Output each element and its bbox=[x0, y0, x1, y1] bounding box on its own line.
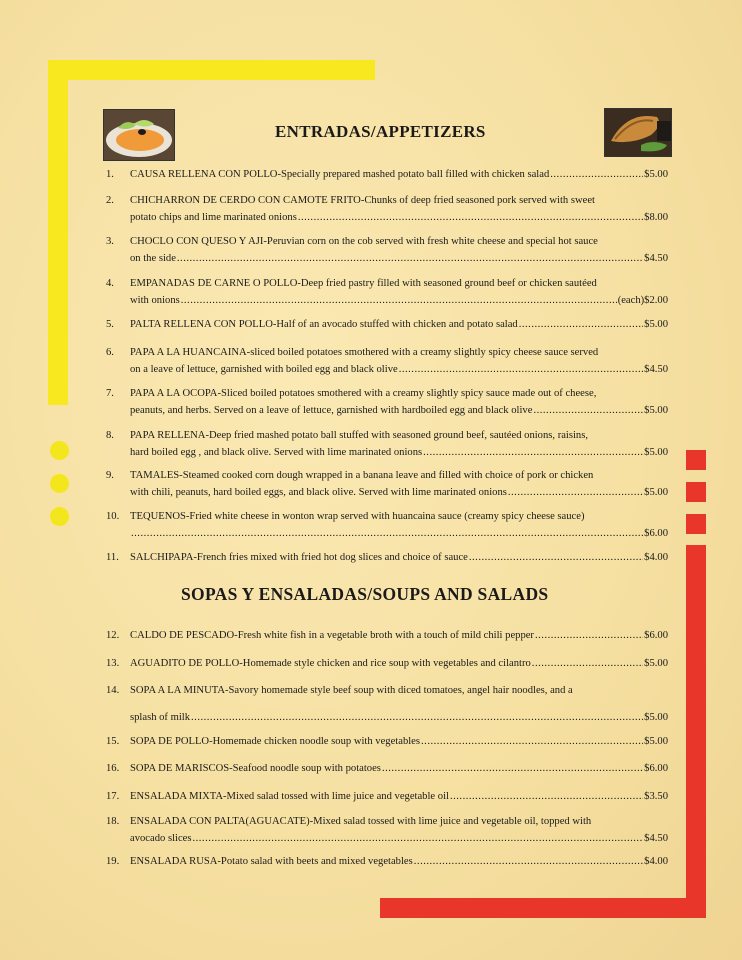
item-text: hard boiled egg , and black olive. Served with lime marinated onions bbox=[130, 447, 423, 458]
item-text: CHOCLO CON QUESO Y AJI-Peruvian corn on the cob served with fresh white cheese and special hot sauce bbox=[130, 236, 598, 247]
item-number: 3. bbox=[106, 236, 114, 247]
dot-leader bbox=[533, 402, 643, 419]
item-number: 19. bbox=[106, 856, 120, 867]
item-number: 8. bbox=[106, 430, 114, 441]
red-square bbox=[686, 450, 706, 470]
item-text: SALCHIPAPA-French fries mixed with fried hot dog slices and choice of sauce bbox=[130, 552, 468, 563]
dot-leader bbox=[469, 549, 643, 566]
item-number: 7. bbox=[106, 388, 114, 399]
item-text: with chili, peanuts, hard boiled eggs, and black olive. Served with lime marinated onions bbox=[130, 487, 507, 498]
empanada-photo bbox=[604, 108, 672, 157]
dot-leader bbox=[508, 484, 643, 501]
item-price: $5.00 bbox=[644, 487, 668, 498]
yellow-dot bbox=[50, 507, 69, 526]
dot-leader bbox=[450, 788, 643, 805]
item-number: 1. bbox=[106, 169, 114, 180]
item-text: PALTA RELLENA CON POLLO-Half of an avocado stuffed with chicken and potato salad bbox=[130, 319, 518, 330]
dot-leader bbox=[519, 316, 643, 333]
dot-leader bbox=[399, 361, 643, 378]
item-price: $5.00 bbox=[644, 712, 668, 723]
yellow-dot bbox=[50, 474, 69, 493]
item-text: CALDO DE PESCADO-Fresh white fish in a vegetable broth with a touch of mild chili pepper bbox=[130, 630, 534, 641]
item-number: 16. bbox=[106, 763, 120, 774]
item-price: $4.00 bbox=[644, 856, 668, 867]
item-text: peanuts, and herbs. Served on a leave of lettuce, garnished with hardboiled egg and black olive bbox=[130, 405, 533, 416]
yellow-frame-top bbox=[48, 60, 375, 80]
dot-leader bbox=[414, 853, 643, 870]
item-number: 12. bbox=[106, 630, 120, 641]
item-number: 11. bbox=[106, 552, 119, 563]
item-price: $4.00 bbox=[644, 552, 668, 563]
item-text: potato chips and lime marinated onions bbox=[130, 212, 297, 223]
section-title-soups-salads: SOPAS Y ENSALADAS/SOUPS AND SALADS bbox=[181, 584, 549, 604]
item-price: $5.00 bbox=[644, 169, 668, 180]
section-title-appetizers: ENTRADAS/APPETIZERS bbox=[275, 122, 486, 141]
item-price: $5.00 bbox=[644, 736, 668, 747]
dot-leader bbox=[181, 292, 617, 309]
yellow-dot bbox=[50, 441, 69, 460]
item-text: ENSALADA RUSA-Potato salad with beets and mixed vegetables bbox=[130, 856, 413, 867]
item-text: TAMALES-Steamed cooked corn dough wrapped in a banana leave and filled with choice of pork or chicken bbox=[130, 470, 594, 481]
item-number: 5. bbox=[106, 319, 114, 330]
item-text: PAPA A LA HUANCAINA-sliced boiled potatoes smothered with a creamy slightly spicy cheese sauce served bbox=[130, 347, 599, 358]
item-text: SOPA DE MARISCOS-Seafood noodle soup with potatoes bbox=[130, 763, 381, 774]
item-text: CAUSA RELLENA CON POLLO-Specially prepared mashed potato ball filled with chicken salad bbox=[130, 169, 550, 180]
item-price: $4.50 bbox=[644, 253, 668, 264]
item-text: ENSALADA MIXTA-Mixed salad tossed with lime juice and vegetable oil bbox=[130, 791, 449, 802]
item-text: splash of milk bbox=[130, 712, 191, 723]
item-number: 4. bbox=[106, 278, 114, 289]
dot-leader bbox=[298, 209, 643, 226]
item-price: (each)$2.00 bbox=[617, 295, 668, 306]
item-price: $5.00 bbox=[644, 447, 668, 458]
causa-photo bbox=[103, 109, 175, 161]
item-number: 9. bbox=[106, 470, 114, 481]
item-price: $5.00 bbox=[644, 319, 668, 330]
red-square bbox=[686, 482, 706, 502]
item-text: EMPANADAS DE CARNE O POLLO-Deep fried pastry filled with seasoned ground beef or chicken sautéed bbox=[130, 278, 597, 289]
item-price: $4.50 bbox=[644, 364, 668, 375]
item-text: SOPA DE POLLO-Homemade chicken noodle soup with vegetables bbox=[130, 736, 421, 747]
red-square bbox=[686, 514, 706, 534]
item-text: avocado slices bbox=[130, 833, 192, 844]
dot-leader bbox=[532, 655, 643, 672]
dot-leader bbox=[535, 627, 643, 644]
item-price: $5.00 bbox=[644, 405, 668, 416]
item-number: 2. bbox=[106, 195, 114, 206]
item-text: TEQUENOS-Fried white cheese in wonton wrap served with huancaina sauce (creamy spicy cheese sauce) bbox=[130, 511, 585, 522]
yellow-frame-left bbox=[48, 60, 68, 405]
item-number: 13. bbox=[106, 658, 120, 669]
dot-leader bbox=[382, 760, 643, 777]
item-text: on a leave of lettuce, garnished with boiled egg and black olive bbox=[130, 364, 398, 375]
item-number: 14. bbox=[106, 685, 120, 696]
dot-leader bbox=[423, 444, 643, 461]
item-text: SOPA A LA MINUTA-Savory homemade style beef soup with diced tomatoes, angel hair noodles, and a bbox=[130, 685, 573, 696]
item-number: 17. bbox=[106, 791, 120, 802]
item-number: 15. bbox=[106, 736, 120, 747]
dot-leader bbox=[191, 709, 643, 726]
red-frame-bottom bbox=[380, 898, 706, 918]
item-number: 10. bbox=[106, 511, 120, 522]
item-price: $6.00 bbox=[644, 630, 668, 641]
dot-leader bbox=[550, 166, 643, 183]
red-frame-right bbox=[686, 545, 706, 917]
item-text: with onions bbox=[130, 295, 180, 306]
item-text: on the side bbox=[130, 253, 176, 264]
item-text: AGUADITO DE POLLO-Homemade style chicken and rice soup with vegetables and cilantro bbox=[130, 658, 531, 669]
item-text: PAPA RELLENA-Deep fried mashed potato ball stuffed with seasoned ground beef, sautéed onions, raisins, bbox=[130, 430, 589, 441]
dot-leader bbox=[131, 525, 643, 542]
item-price: $4.50 bbox=[644, 833, 668, 844]
item-text: ENSALADA CON PALTA(AGUACATE)-Mixed salad tossed with lime juice and vegetable oil, topped with bbox=[130, 816, 592, 827]
item-price: $3.50 bbox=[644, 791, 668, 802]
item-price: $5.00 bbox=[644, 658, 668, 669]
dot-leader bbox=[192, 830, 643, 847]
item-price: $6.00 bbox=[644, 763, 668, 774]
item-text: CHICHARRON DE CERDO CON CAMOTE FRITO-Chunks of deep fried seasoned pork served with sweet bbox=[130, 195, 595, 206]
item-price: $6.00 bbox=[644, 528, 668, 539]
item-number: 18. bbox=[106, 816, 120, 827]
item-text: PAPA A LA OCOPA-Sliced boiled potatoes smothered with a creamy slightly spicy sauce made out of cheese, bbox=[130, 388, 597, 399]
item-price: $8.00 bbox=[644, 212, 668, 223]
item-number: 6. bbox=[106, 347, 114, 358]
dot-leader bbox=[421, 733, 643, 750]
dot-leader bbox=[177, 250, 643, 267]
